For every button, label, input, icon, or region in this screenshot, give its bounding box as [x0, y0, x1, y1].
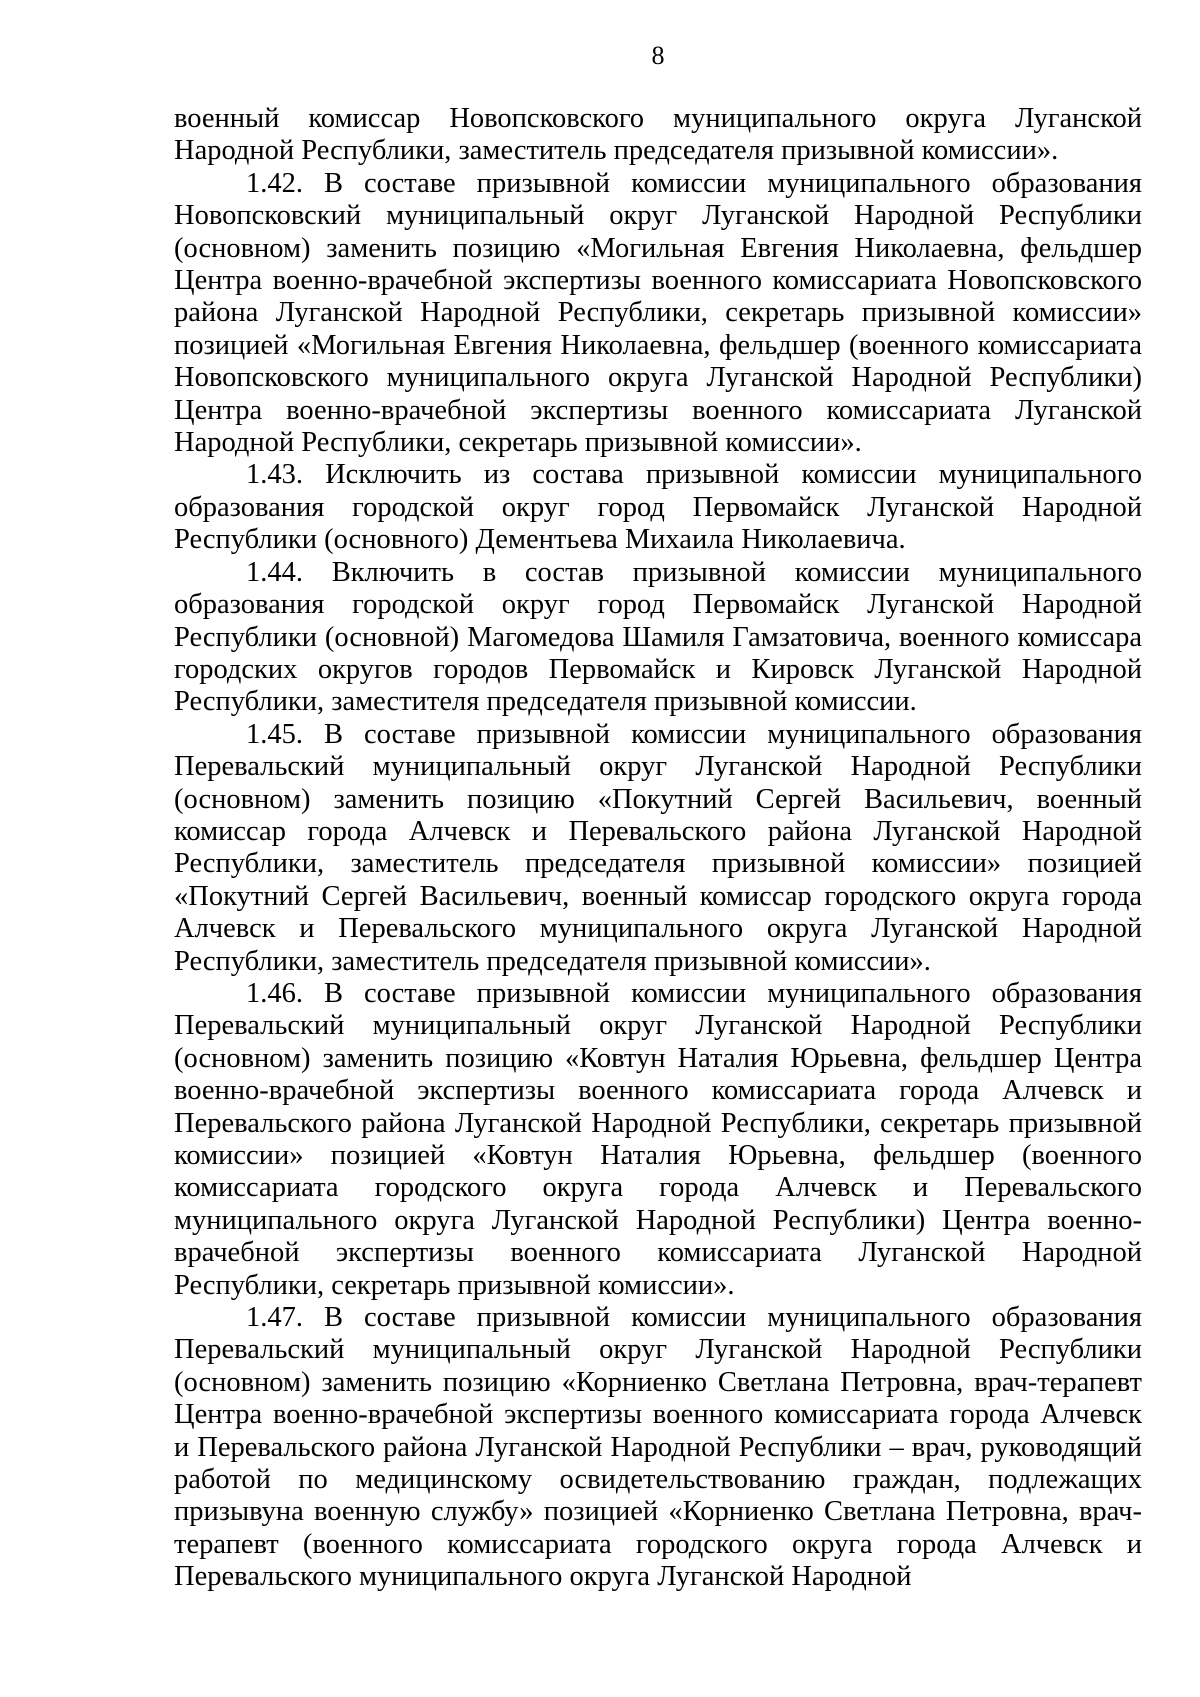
paragraph-text: В составе призывной комиссии муниципального образования Перевальский муниципальный округ Луганской Народной Республики (основном) заменить позицию «Корниенко Светлана Петровна, врач-терапевт Центра военно-врачебной экспертизы военного комиссариата города Алчевск и Перевальского района Луганской Народной Республики – врач, руководящий работой по медицинскому освидетельствованию граждан, подлежащих призывуна военную службу» позицией «Корниенко Светлана Петровна, врач-терапевт (военного комиссариата городского округа города Алчевск и Перевальского муниципального округа Луганской Народной: [174, 1302, 1143, 1593]
paragraph-text: В составе призывной комиссии муниципального образования Перевальский муниципальный округ Луганской Народной Республики (основном) заменить позицию «Покутний Сергей Васильевич, военный комиссар города Алчевск и Перевальского района Луганской Народной Республики, заместитель председателя призывной комиссии» позицией «Покутний Сергей Васильевич, военный комиссар городского округа города Алчевск и Перевальского муниципального округа Луганской Народной Республики, заместитель председателя призывной комиссии».: [174, 718, 1143, 977]
paragraph-1-46: [174, 978, 1142, 1302]
page-number: 8: [651, 41, 665, 70]
document-page: [174, 0, 1142, 1697]
paragraph-1-44: [174, 557, 1142, 719]
paragraph-number: 1.46.: [246, 977, 303, 1009]
paragraph-text: Включить в состав призывной комиссии муниципального образования городской округ город Первомайск Луганской Народной Республики (основной) Магомедова Шамиля Гамзатовича, военного комиссара городских округов городов Первомайск и Кировск Луганской Народной Республики, заместителя председателя призывной комиссии.: [174, 556, 1142, 718]
paragraph-1-45: [174, 719, 1142, 978]
paragraph-text: военный комиссар Новопсковского муниципального округа Луганской Народной Республики, заместитель председателя призывной комиссии».: [174, 103, 1142, 167]
paragraph-number: 1.42.: [246, 167, 303, 199]
paragraph-1-42: [174, 168, 1142, 460]
paragraph-text: Исключить из состава призывной комиссии муниципального образования городской округ город Первомайск Луганской Народной Республики (основного) Дементьева Михаила Николаевича.: [174, 459, 1142, 556]
paragraph-number: 1.47.: [246, 1302, 303, 1334]
paragraph-number: 1.44.: [246, 556, 303, 588]
paragraph-text: В составе призывной комиссии муниципального образования Новопсковский муниципальный округ Луганской Народной Республики (основном) заменить позицию «Могильная Евгения Николаевна, фельдшер Центра военно-врачебной экспертизы военного комиссариата Новопсковского района Луганской Народной Республики, секретарь призывной комиссии» позицией «Могильная Евгения Николаевна, фельдшер (военного комиссариата Новопсковского муниципального округа Луганской Народной Республики) Центра военно-врачебной экспертизы военного комиссариата Луганской Народной Республики, секретарь призывной комиссии».: [174, 167, 1143, 459]
paragraph-number: 1.43.: [246, 459, 303, 491]
paragraph-1-47: [174, 1302, 1142, 1594]
paragraph-1-43: [174, 459, 1142, 556]
document-body: [174, 103, 1142, 1594]
paragraph-text: В составе призывной комиссии муниципального образования Перевальский муниципальный округ Луганской Народной Республики (основном) заменить позицию «Ковтун Наталия Юрьевна, фельдшер Центра военно-врачебной экспертизы военного комиссариата города Алчевск и Перевальского района Луганской Народной Республики, секретарь призывной комиссии» позицией «Ковтун Наталия Юрьевна, фельдшер (военного комиссариата городского округа города Алчевск и Перевальского муниципального округа Луганской Народной Республики) Центра военно-врачебной экспертизы военного комиссариата Луганской Народной Республики, секретарь призывной комиссии».: [174, 977, 1143, 1301]
paragraph-number: 1.45.: [246, 718, 303, 750]
paragraph-continuation: [174, 103, 1142, 168]
